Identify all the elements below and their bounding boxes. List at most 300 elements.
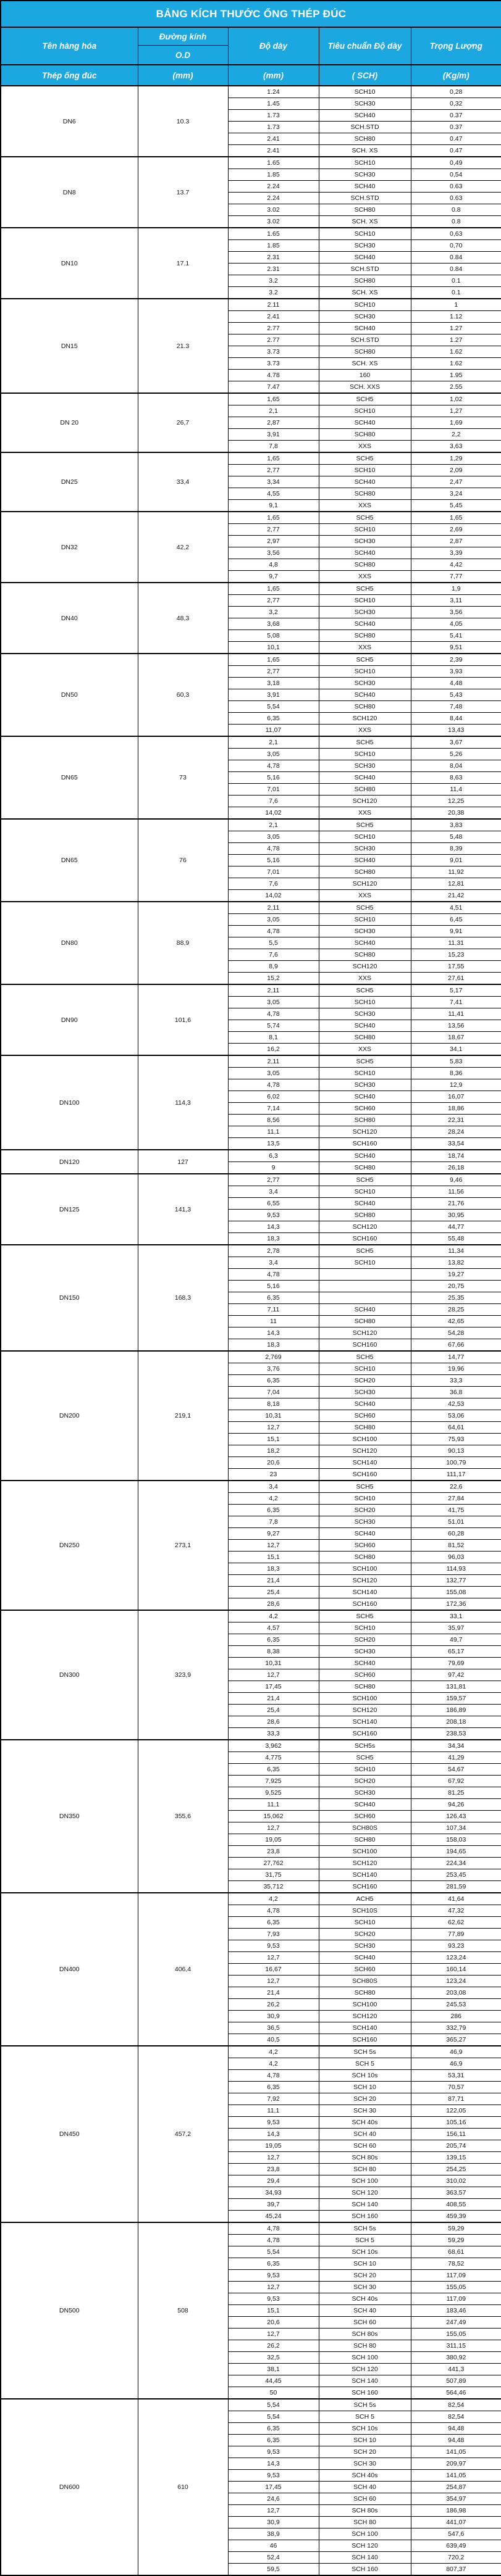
schedule-cell: SCH80 xyxy=(319,346,411,358)
schedule-cell: SCH80 xyxy=(319,1681,411,1693)
weight-cell: 54,28 xyxy=(411,1327,501,1339)
schedule-cell: SCH5 xyxy=(319,1610,411,1622)
weight-cell: 8,04 xyxy=(411,760,501,772)
thickness-cell: 4,78 xyxy=(228,2235,319,2246)
thickness-cell: 5,16 xyxy=(228,772,319,784)
schedule-cell: SCH 60 xyxy=(319,2493,411,2505)
thickness-cell: 21,4 xyxy=(228,1693,319,1705)
thickness-cell: 16,2 xyxy=(228,1044,319,1056)
table-row xyxy=(1,228,501,240)
schedule-cell: SCH5 xyxy=(319,654,411,666)
weight-cell: 94,48 xyxy=(411,2423,501,2435)
page-title: BẢNG KÍCH THƯỚC ỐNG THÉP ĐÚC xyxy=(1,1,501,27)
weight-cell: 1.27 xyxy=(411,334,501,346)
thickness-cell: 29,4 xyxy=(228,2175,319,2187)
thickness-cell: 23 xyxy=(228,1469,319,1481)
weight-cell: 15,23 xyxy=(411,949,501,961)
product-name-cell: DN10 xyxy=(1,228,138,299)
outer-diameter-cell: 508 xyxy=(138,2222,228,2399)
thickness-cell: 9,27 xyxy=(228,1528,319,1540)
weight-cell: 245,53 xyxy=(411,1999,501,2011)
thickness-cell: 7,8 xyxy=(228,441,319,453)
schedule-cell: SCH 40 xyxy=(319,2305,411,2317)
thickness-cell: 3,05 xyxy=(228,997,319,1008)
schedule-cell: SCH20 xyxy=(319,1929,411,1940)
thickness-cell: 45,24 xyxy=(228,2211,319,2223)
weight-cell: 25,35 xyxy=(411,1292,501,1304)
thickness-cell: 1.85 xyxy=(228,240,319,252)
thickness-cell: 3,18 xyxy=(228,678,319,689)
schedule-cell: SCH 120 xyxy=(319,2364,411,2375)
weight-cell: 9,46 xyxy=(411,1174,501,1186)
weight-cell: 47,32 xyxy=(411,1905,501,1917)
thickness-cell: 7,14 xyxy=(228,1103,319,1115)
schedule-cell: SCH. XS xyxy=(319,216,411,228)
thickness-cell: 7,01 xyxy=(228,866,319,878)
unit-standard: ( SCH) xyxy=(319,65,411,86)
weight-cell: 2.55 xyxy=(411,381,501,394)
weight-cell: 238,53 xyxy=(411,1728,501,1740)
thickness-cell: 30,9 xyxy=(228,2517,319,2528)
weight-cell: 13,82 xyxy=(411,1257,501,1269)
product-name-cell: DN150 xyxy=(1,1245,138,1351)
schedule-cell: SCH30 xyxy=(319,843,411,855)
weight-cell: 253,45 xyxy=(411,1869,501,1881)
weight-cell: 28,25 xyxy=(411,1304,501,1316)
thickness-cell: 11,1 xyxy=(228,1126,319,1138)
weight-cell: 94,48 xyxy=(411,2435,501,2446)
thickness-cell: 11,1 xyxy=(228,2105,319,2117)
product-name-cell: DN450 xyxy=(1,2046,138,2222)
weight-cell: 77,89 xyxy=(411,1929,501,1940)
weight-cell: 203,08 xyxy=(411,1987,501,1999)
schedule-cell: SCH40 xyxy=(319,1304,411,1316)
schedule-cell: SCH140 xyxy=(319,2022,411,2034)
thickness-cell: 18,3 xyxy=(228,1563,319,1575)
weight-cell: 564,46 xyxy=(411,2387,501,2399)
thickness-cell: 1.65 xyxy=(228,228,319,240)
unit-weight: (Kg/m) xyxy=(411,65,501,86)
schedule-cell: SCH60 xyxy=(319,1103,411,1115)
schedule-cell: SCH120 xyxy=(319,1445,411,1457)
weight-cell: 0.8 xyxy=(411,216,501,228)
weight-cell: 19,27 xyxy=(411,1269,501,1281)
weight-cell: 5,26 xyxy=(411,749,501,760)
weight-cell: 3,11 xyxy=(411,595,501,607)
thickness-cell: 9,53 xyxy=(228,2293,319,2305)
outer-diameter-cell: 168,3 xyxy=(138,1245,228,1351)
product-name-cell: DN125 xyxy=(1,1174,138,1245)
schedule-cell: SCH30 xyxy=(319,169,411,181)
weight-cell: 3,24 xyxy=(411,488,501,500)
schedule-cell: SCH10 xyxy=(319,1363,411,1375)
product-name-cell: DN250 xyxy=(1,1481,138,1610)
schedule-cell: SCH10 xyxy=(319,1622,411,1634)
schedule-cell: SCH160 xyxy=(319,1469,411,1481)
product-name-cell: DN15 xyxy=(1,299,138,393)
schedule-cell: SCH5 xyxy=(319,1481,411,1493)
schedule-cell: SCH10 xyxy=(319,1257,411,1269)
thickness-cell: 4,8 xyxy=(228,559,319,571)
thickness-cell: 17,45 xyxy=(228,1681,319,1693)
thickness-cell: 6,3 xyxy=(228,1150,319,1162)
weight-cell: 139,15 xyxy=(411,2152,501,2164)
schedule-cell: SCH5 xyxy=(319,1752,411,1764)
product-name-cell: DN600 xyxy=(1,2399,138,2575)
weight-cell: 172,36 xyxy=(411,1598,501,1611)
product-name-cell: DN25 xyxy=(1,452,138,512)
outer-diameter-cell: 457,2 xyxy=(138,2046,228,2222)
weight-cell: 33,54 xyxy=(411,1138,501,1150)
schedule-cell: SCH30 xyxy=(319,1940,411,1952)
thickness-cell: 32,5 xyxy=(228,2352,319,2364)
table-row xyxy=(1,2399,501,2411)
thickness-cell: 11 xyxy=(228,1316,319,1327)
weight-cell: 82,54 xyxy=(411,2411,501,2423)
weight-cell: 0.37 xyxy=(411,110,501,122)
thickness-cell: 4.78 xyxy=(228,370,319,381)
schedule-cell: SCH80 xyxy=(319,866,411,878)
schedule-cell: SCH5 xyxy=(319,452,411,465)
weight-cell: 19,96 xyxy=(411,1363,501,1375)
table-row xyxy=(1,512,501,524)
schedule-cell: SCH 10s xyxy=(319,2423,411,2435)
weight-cell: 18,67 xyxy=(411,1032,501,1044)
thickness-cell: 7,04 xyxy=(228,1387,319,1398)
schedule-cell: XXS xyxy=(319,571,411,583)
thickness-cell: 2,11 xyxy=(228,902,319,914)
weight-cell: 5,17 xyxy=(411,984,501,997)
weight-cell: 34,1 xyxy=(411,1044,501,1056)
outer-diameter-cell: 17.1 xyxy=(138,228,228,299)
weight-cell: 131,81 xyxy=(411,1681,501,1693)
product-name-cell: DN200 xyxy=(1,1351,138,1481)
thickness-cell: 4,78 xyxy=(228,843,319,855)
schedule-cell: SCH30 xyxy=(319,607,411,618)
thickness-cell: 1,65 xyxy=(228,452,319,465)
schedule-cell: SCH 160 xyxy=(319,2387,411,2399)
schedule-cell: SCH160 xyxy=(319,1598,411,1611)
schedule-cell: SCH10 xyxy=(319,465,411,476)
unit-diameter: (mm) xyxy=(138,65,228,86)
thickness-cell: 2,769 xyxy=(228,1351,319,1363)
schedule-cell: XXS xyxy=(319,441,411,453)
weight-cell: 81,52 xyxy=(411,1540,501,1552)
outer-diameter-cell: 48,3 xyxy=(138,583,228,654)
thickness-cell: 12,7 xyxy=(228,2329,319,2340)
schedule-cell: SCH30 xyxy=(319,1387,411,1398)
schedule-cell: SCH40 xyxy=(319,855,411,866)
schedule-cell: SCH80 xyxy=(319,559,411,571)
schedule-cell: SCH120 xyxy=(319,713,411,725)
thickness-cell: 20,6 xyxy=(228,1457,319,1469)
thickness-cell: 3,962 xyxy=(228,1740,319,1752)
weight-cell: 7,48 xyxy=(411,701,501,713)
weight-cell: 224,34 xyxy=(411,1858,501,1869)
thickness-cell: 8,18 xyxy=(228,1398,319,1410)
outer-diameter-cell: 60,3 xyxy=(138,654,228,736)
thickness-cell: 6,35 xyxy=(228,1505,319,1516)
thickness-cell: 12,7 xyxy=(228,2152,319,2164)
weight-cell: 155,08 xyxy=(411,1587,501,1598)
weight-cell: 158,03 xyxy=(411,1834,501,1846)
product-name-cell: DN100 xyxy=(1,1055,138,1150)
thickness-cell: 3,34 xyxy=(228,476,319,488)
table-row xyxy=(1,819,501,831)
thickness-cell: 4,78 xyxy=(228,2070,319,2082)
schedule-cell: SCH40 xyxy=(319,1198,411,1210)
thickness-cell: 14,3 xyxy=(228,2129,319,2140)
thickness-cell: 6,35 xyxy=(228,2423,319,2435)
schedule-cell: SCH80 xyxy=(319,1987,411,1999)
schedule-cell: SCH 100 xyxy=(319,2528,411,2540)
product-name-cell: DN65 xyxy=(1,819,138,902)
schedule-cell: SCH30 xyxy=(319,1787,411,1799)
thickness-cell: 3.73 xyxy=(228,346,319,358)
schedule-cell: SCH100 xyxy=(319,1693,411,1705)
thickness-cell: 4,78 xyxy=(228,1269,319,1281)
weight-cell: 1.12 xyxy=(411,311,501,323)
schedule-cell: SCH 140 xyxy=(319,2552,411,2564)
thickness-cell: 2,1 xyxy=(228,405,319,417)
schedule-cell xyxy=(319,1292,411,1304)
schedule-cell: SCH10 xyxy=(319,666,411,678)
schedule-cell: SCH 160 xyxy=(319,2211,411,2223)
schedule-cell: SCH. XS xyxy=(319,145,411,157)
schedule-cell: SCH10 xyxy=(319,1493,411,1505)
weight-cell: 0.47 xyxy=(411,145,501,157)
thickness-cell: 4,78 xyxy=(228,1008,319,1020)
schedule-cell: SCH5 xyxy=(319,1055,411,1068)
schedule-cell: SCH5 xyxy=(319,819,411,831)
weight-cell: 53,06 xyxy=(411,1410,501,1422)
thickness-cell: 6,02 xyxy=(228,1091,319,1103)
thickness-cell: 15,1 xyxy=(228,1552,319,1563)
schedule-cell: SCH120 xyxy=(319,878,411,890)
thickness-cell: 2,77 xyxy=(228,524,319,536)
thickness-cell: 6,55 xyxy=(228,1198,319,1210)
schedule-cell: XXS xyxy=(319,973,411,985)
weight-cell: 93,23 xyxy=(411,1940,501,1952)
table-row xyxy=(1,452,501,465)
weight-cell: 123,24 xyxy=(411,1976,501,1987)
thickness-cell: 3,05 xyxy=(228,831,319,843)
schedule-cell: SCH10 xyxy=(319,524,411,536)
thickness-cell: 8,38 xyxy=(228,1646,319,1658)
thickness-cell: 7,11 xyxy=(228,1304,319,1316)
weight-cell: 159,57 xyxy=(411,1693,501,1705)
weight-cell: 12,81 xyxy=(411,878,501,890)
thickness-cell: 1,65 xyxy=(228,512,319,524)
thickness-cell: 3.2 xyxy=(228,287,319,299)
schedule-cell: SCH100 xyxy=(319,1434,411,1445)
schedule-cell: SCH60 xyxy=(319,1964,411,1976)
thickness-cell: 40,5 xyxy=(228,2034,319,2046)
thickness-cell: 12,7 xyxy=(228,1669,319,1681)
thickness-cell: 23,8 xyxy=(228,1846,319,1858)
thickness-cell: 3,76 xyxy=(228,1363,319,1375)
schedule-cell: SCH40 xyxy=(319,618,411,630)
schedule-cell: SCH5s xyxy=(319,1740,411,1752)
weight-cell: 8,63 xyxy=(411,772,501,784)
weight-cell: 75,93 xyxy=(411,1434,501,1445)
thickness-cell: 3,68 xyxy=(228,618,319,630)
thickness-cell: 2,11 xyxy=(228,1055,319,1068)
thickness-cell: 3,4 xyxy=(228,1186,319,1198)
thickness-cell: 6,35 xyxy=(228,1917,319,1929)
schedule-cell: SCH40 xyxy=(319,547,411,559)
thickness-cell: 27,762 xyxy=(228,1858,319,1869)
outer-diameter-cell: 76 xyxy=(138,819,228,902)
schedule-cell: SCH10 xyxy=(319,831,411,843)
schedule-cell: SCH5 xyxy=(319,902,411,914)
weight-cell: 62,62 xyxy=(411,1917,501,1929)
schedule-cell: SCH 10s xyxy=(319,2070,411,2082)
weight-cell: 59,29 xyxy=(411,2222,501,2235)
weight-cell: 0,49 xyxy=(411,157,501,169)
schedule-cell: SCH80 xyxy=(319,275,411,287)
weight-cell: 9,91 xyxy=(411,926,501,937)
weight-cell: 87,71 xyxy=(411,2093,501,2105)
schedule-cell: SCH 40s xyxy=(319,2293,411,2305)
weight-cell: 70,57 xyxy=(411,2082,501,2093)
thickness-cell: 5,16 xyxy=(228,1281,319,1292)
schedule-cell: SCH 5s xyxy=(319,2222,411,2235)
schedule-cell: SCH40 xyxy=(319,1528,411,1540)
weight-cell: 807,37 xyxy=(411,2564,501,2576)
product-name-cell: DN40 xyxy=(1,583,138,654)
weight-cell: 26,18 xyxy=(411,1162,501,1174)
table-row xyxy=(1,1150,501,1162)
weight-cell: 28,24 xyxy=(411,1126,501,1138)
schedule-cell: SCH5 xyxy=(319,583,411,595)
thickness-cell: 3,91 xyxy=(228,429,319,441)
weight-cell: 20,38 xyxy=(411,807,501,820)
schedule-cell: SCH 10 xyxy=(319,2082,411,2093)
outer-diameter-cell: 610 xyxy=(138,2399,228,2575)
weight-cell: 96,03 xyxy=(411,1552,501,1563)
product-name-cell: DN300 xyxy=(1,1610,138,1740)
weight-cell: 155,05 xyxy=(411,2282,501,2293)
thickness-cell: 15,1 xyxy=(228,2305,319,2317)
schedule-cell: SCH5 xyxy=(319,1245,411,1257)
schedule-cell: SCH80 xyxy=(319,784,411,796)
thickness-cell: 11,1 xyxy=(228,1799,319,1811)
weight-cell: 8,39 xyxy=(411,843,501,855)
weight-cell: 132,77 xyxy=(411,1575,501,1587)
weight-cell: 0.63 xyxy=(411,181,501,193)
thickness-cell: 14,3 xyxy=(228,2458,319,2470)
weight-cell: 55,48 xyxy=(411,1233,501,1245)
thickness-cell: 2.41 xyxy=(228,311,319,323)
table-row xyxy=(1,984,501,997)
thickness-cell: 8,9 xyxy=(228,961,319,973)
thickness-cell: 5,08 xyxy=(228,630,319,642)
weight-cell: 0.8 xyxy=(411,204,501,216)
schedule-cell: SCH160 xyxy=(319,1339,411,1352)
thickness-cell: 15,1 xyxy=(228,1434,319,1445)
product-name-cell: DN50 xyxy=(1,654,138,736)
weight-cell: 3,67 xyxy=(411,736,501,749)
thickness-cell: 59,5 xyxy=(228,2564,319,2576)
schedule-cell: SCH 30 xyxy=(319,2282,411,2293)
thickness-cell: 9,53 xyxy=(228,2117,319,2129)
outer-diameter-cell: 323,9 xyxy=(138,1610,228,1740)
schedule-cell: XXS xyxy=(319,807,411,820)
thickness-cell: 18,2 xyxy=(228,1445,319,1457)
schedule-cell: SCH 140 xyxy=(319,2375,411,2387)
weight-cell: 35,97 xyxy=(411,1622,501,1634)
schedule-cell: SCH 120 xyxy=(319,2540,411,2552)
schedule-cell: SCH 5 xyxy=(319,2235,411,2246)
schedule-cell: SCH40 xyxy=(319,476,411,488)
schedule-cell: SCH 40s xyxy=(319,2117,411,2129)
schedule-cell: SCH5 xyxy=(319,1174,411,1186)
table-row xyxy=(1,1740,501,1752)
schedule-cell: SCH160 xyxy=(319,1233,411,1245)
schedule-cell: SCH 140 xyxy=(319,2199,411,2211)
thickness-cell: 9,53 xyxy=(228,2470,319,2482)
thickness-cell: 2,11 xyxy=(228,984,319,997)
schedule-cell xyxy=(319,1281,411,1292)
schedule-cell: SCH.STD xyxy=(319,122,411,133)
weight-cell: 13,43 xyxy=(411,725,501,737)
product-name-cell: DN400 xyxy=(1,1893,138,2046)
thickness-cell: 3,4 xyxy=(228,1257,319,1269)
thickness-cell: 3,2 xyxy=(228,607,319,618)
weight-cell: 9,01 xyxy=(411,855,501,866)
weight-cell: 0.84 xyxy=(411,252,501,264)
weight-cell: 0,63 xyxy=(411,228,501,240)
schedule-cell: SCH120 xyxy=(319,961,411,973)
product-name-cell: DN65 xyxy=(1,736,138,819)
schedule-cell: SCH 80s xyxy=(319,2505,411,2517)
column-header-thickness: Độ dày xyxy=(228,27,319,65)
schedule-cell: SCH40 xyxy=(319,1020,411,1032)
weight-cell: 11,31 xyxy=(411,937,501,949)
schedule-cell: SCH40 xyxy=(319,1091,411,1103)
weight-cell: 363,57 xyxy=(411,2187,501,2199)
thickness-cell: 2.31 xyxy=(228,264,319,275)
thickness-cell: 6,35 xyxy=(228,1634,319,1646)
weight-cell: 2,39 xyxy=(411,654,501,666)
thickness-cell: 15,062 xyxy=(228,1811,319,1822)
thickness-cell: 24,6 xyxy=(228,2493,319,2505)
thickness-cell: 1.65 xyxy=(228,157,319,169)
weight-cell: 1,29 xyxy=(411,452,501,465)
schedule-cell: SCH 80 xyxy=(319,2340,411,2352)
thickness-cell: 2.24 xyxy=(228,181,319,193)
weight-cell: 380,92 xyxy=(411,2352,501,2364)
table-row xyxy=(1,1610,501,1622)
schedule-cell: SCH5 xyxy=(319,393,411,405)
thickness-cell: 2.41 xyxy=(228,145,319,157)
weight-cell: 34,34 xyxy=(411,1740,501,1752)
weight-cell: 286 xyxy=(411,2011,501,2022)
thickness-cell: 1.24 xyxy=(228,86,319,98)
weight-cell: 1.62 xyxy=(411,346,501,358)
weight-cell: 123,24 xyxy=(411,1952,501,1964)
outer-diameter-cell: 101,6 xyxy=(138,984,228,1055)
weight-cell: 1,02 xyxy=(411,393,501,405)
thickness-cell: 31,75 xyxy=(228,1869,319,1881)
thickness-cell: 6,35 xyxy=(228,2258,319,2270)
weight-cell: 16,07 xyxy=(411,1091,501,1103)
thickness-cell: 12,7 xyxy=(228,1540,319,1552)
weight-cell: 65,17 xyxy=(411,1646,501,1658)
weight-cell: 41,29 xyxy=(411,1752,501,1764)
schedule-cell: SCH20 xyxy=(319,1375,411,1387)
